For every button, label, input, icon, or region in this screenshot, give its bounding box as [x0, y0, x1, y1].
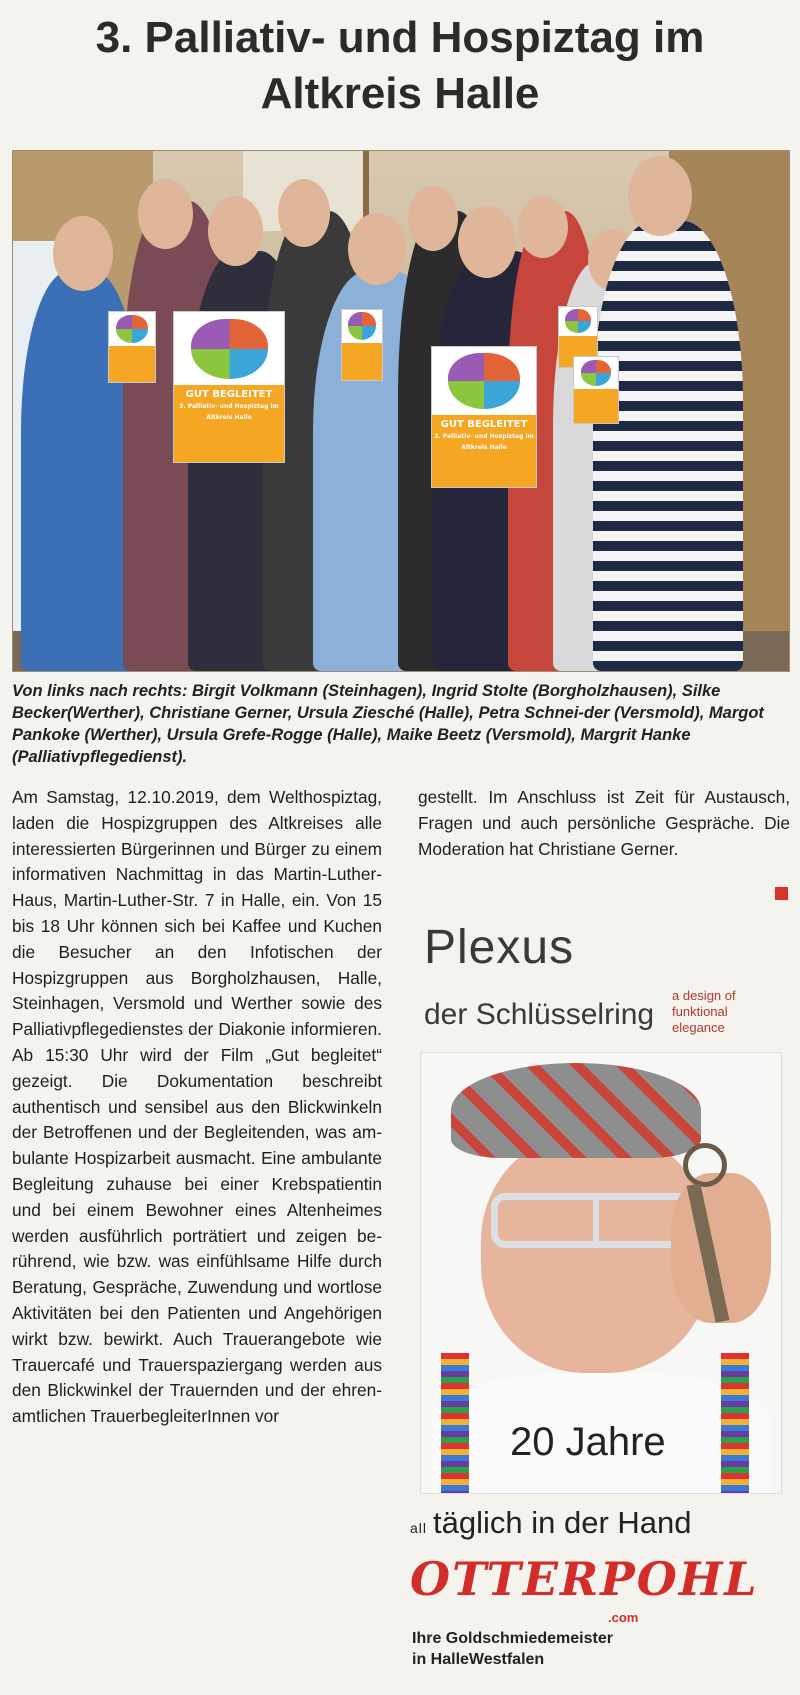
ad-tagline-1: a design of — [672, 988, 736, 1003]
person-5-head — [348, 213, 406, 285]
flyer-4 — [573, 356, 619, 424]
advertisement — [410, 920, 790, 1685]
article-body-right-column — [418, 785, 790, 862]
ad-photo-strap-right — [721, 1353, 749, 1493]
ad-daily-prefix: all — [410, 1520, 428, 1536]
ad-footer — [412, 1628, 613, 1670]
ad-title: Plexus — [424, 921, 575, 974]
ad-brand-logo: OTTERPOHL — [410, 1552, 759, 1606]
person-7-head — [458, 206, 516, 278]
person-10 — [593, 221, 743, 671]
ad-photo-strap-left — [441, 1353, 469, 1493]
poster-right — [431, 346, 537, 488]
ad-tagline-3: elegance — [672, 1020, 725, 1035]
ad-daily-line — [410, 1505, 692, 1541]
ad-photo-cap — [451, 1063, 701, 1158]
ad-footer-line-1: Ihre Goldschmiedemeister — [412, 1630, 613, 1647]
ad-years: 20 Jahre — [510, 1420, 666, 1464]
ad-tagline — [672, 988, 736, 1036]
ad-subtitle: der Schlüsselring — [424, 998, 655, 1031]
person-1-head — [53, 216, 113, 291]
flyer-2 — [341, 309, 383, 381]
person-8-head — [518, 196, 568, 258]
poster-left-sub: 3. Palliativ- und Hospiztag im Altkreis Halle — [179, 403, 279, 422]
ad-daily-text: täglich in der Hand — [433, 1505, 692, 1540]
poster-right-sub: 3. Palliativ- und Hospiztag im Altkreis Halle — [434, 433, 534, 452]
person-2-head — [138, 179, 193, 249]
person-10-head — [628, 156, 692, 236]
article-body-left: Am Samstag, 12.10.2019, dem Welthospiztag, laden die Hospizgruppen des Altkreises alle interessierten Bürgerinnen und Bürger zu einem informativen Nachmittag in das Martin-Luther-Haus, Martin-Luther-Str. 7 in Halle, ein. Von 15 bis 18 Uhr können sich bei Kaffee und Kuchen die Besucher an den Infotischen der Hospizgruppen aus Borgholzhausen, Halle, Steinhagen, Versmold und Werther sowie des Palliativpflegedienstes der Diakonie informieren. Ab 15:30 Uhr wird der Film „Gut begleitet“ gezeigt. Die Dokumentation beschreibt authentisch und sensibel aus den Blickwinkeln der Betroffenen und der Begleitenden, was ambulante Hospizarbeit ausmacht. Eine ambulante Begleitung zuhause bei einer Krebspatientin und bei einem Bewohner eines Altenheimes werden ausführlich porträtiert und zeigen berührend, wie bzw. was einfühlsame Hilfe durch Beratung, Gespräche, Zuwendung und wortlose Aktivitäten bei den Patienten und Angehörigen wirkt bzw. bewirkt. Auch Trauerangebote wie Trauercafé und Trauerspaziergang werden aus den Blickwinkel der Trauernden und der ehrenamtlichen TrauerbegleiterInnen vor — [12, 787, 382, 1427]
group-photo — [12, 150, 790, 672]
poster-right-title: GUT BEGLEITET — [440, 419, 528, 431]
person-3-head — [208, 196, 263, 266]
person-6-head — [408, 186, 458, 251]
article-end-mark — [775, 887, 788, 900]
headline-line-1: 3. Palliativ- und Hospiztag im — [95, 13, 705, 62]
ad-footer-line-2: in HalleWestfalen — [412, 1651, 545, 1668]
flyer-1 — [108, 311, 156, 383]
poster-left-title: GUT BEGLEITET — [185, 389, 273, 401]
ad-photo-glasses — [491, 1193, 701, 1248]
photo-caption: Von links nach rechts: Birgit Volkmann (Steinhagen), Ingrid Stolte (Borgholzhausen), Silke Becker(Werther), Christiane Gerner, Ursula Ziesché (Halle), Petra Schnei-der (Versmold), Margot Pankoke (Werther), Ursula Grefe-Rogge (Halle), Maike Beetz (Versmold), Margrit Hanke (Palliativpflegedienst). — [12, 682, 764, 766]
keyring-icon — [683, 1143, 727, 1187]
poster-left — [173, 311, 285, 463]
headline-line-2: Altkreis Halle — [260, 69, 540, 118]
ad-tagline-2: funktional — [672, 1004, 728, 1019]
ad-brand-suffix: .com — [608, 1610, 639, 1625]
article-headline — [40, 10, 760, 122]
article-body-right: gestellt. Im Anschluss ist Zeit für Austausch, Fragen und auch persönliche Gespräche. Die Moderation hat Christiane Gerner. — [418, 787, 790, 859]
person-4-head — [278, 179, 330, 247]
